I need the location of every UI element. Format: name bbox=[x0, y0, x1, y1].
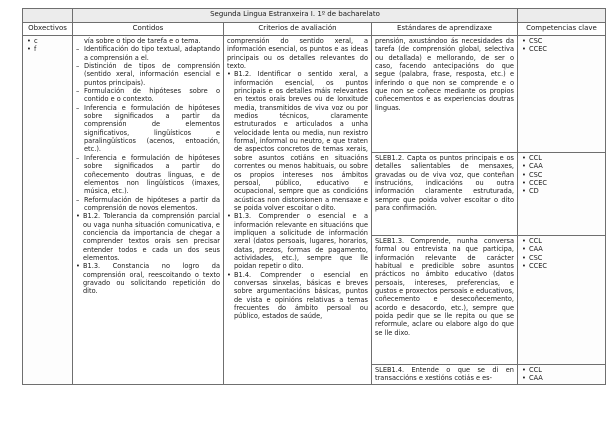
objectives-cell bbox=[23, 36, 73, 385]
competence-item: • CCL bbox=[529, 366, 602, 374]
objective-item: • f bbox=[34, 45, 69, 53]
header-standards: Estándares de aprendizaxe bbox=[372, 23, 518, 36]
title-left-blank bbox=[23, 9, 73, 23]
standard-cell-4 bbox=[372, 365, 518, 385]
competence-item: • CCEC bbox=[529, 262, 602, 270]
header-competences: Competencias clave bbox=[518, 23, 606, 36]
competences-cell-3 bbox=[518, 236, 606, 365]
title-right-blank bbox=[518, 9, 606, 23]
curriculum-document bbox=[22, 8, 605, 433]
criteria-intro: comprensión do sentido xeral, a información esencial, os puntos e as ideas principais ou os detalles relevantes do texto. bbox=[227, 37, 368, 71]
contents-intro: vía sobre o tipo de tarefa e o tema. bbox=[84, 37, 201, 45]
competences-list bbox=[521, 237, 602, 270]
competences-cell-4 bbox=[518, 365, 606, 385]
standard-text: SLEB1.3. Comprende, nunha conversa formal ou entrevista na que participa, información relevante de carácter habitual e predicible sobre asuntos prácticos no ámbito educativo (datos persoais, intereses, preferencias, e gustos e proxectos persoais e educativos, coñecemento e desecoñecemento, acordo e desacordo, etc.), sempre que poida pedir que se lle repita ou que se reformule, aclare ou elabore algo do que se lle dixo. bbox=[375, 237, 514, 337]
header-criteria: Criterios de avaliación bbox=[224, 23, 372, 36]
contents-dash-item: – Inferencia e formulación de hipóteses sobre significados a partir da comprensión de elementos significativos, lingüísticos e paralingüísticos (acenos, entoación, etc.). bbox=[76, 104, 220, 154]
objective-item: • c bbox=[34, 37, 69, 45]
competence-item: • CSC bbox=[529, 171, 602, 179]
contents-dash-item: – Distinción de tipos de comprensión (sentido xeral, información esencial e puntos principais). bbox=[76, 62, 220, 87]
contents-bullet-b1-2: • B1.2. Tolerancia da comprensión parcial ou vaga nunha situación comunicativa, e conciencia da importancia de chegar a comprender textos orais sen precisar entender todos e cada un dos seus elementos. bbox=[76, 212, 220, 262]
criteria-cell bbox=[224, 36, 372, 385]
header-objectives: Obxectivos bbox=[23, 23, 73, 36]
contents-cell bbox=[73, 36, 224, 385]
competence-item: • CCL bbox=[529, 237, 602, 245]
standard-text: SLEB1.4. Entende o que se di en transaccións e xestións cotiás e es- bbox=[375, 366, 514, 383]
criteria-bullet-b1-3: • B1.3. Comprender o esencial e a información relevante en situacións que impliquen a solicitude de información xeral (datos persoais, lugares, horarios, datas, prezos, formas de pagamento, actividades, etc.), sempre que lle poidan repetir o dito. bbox=[227, 212, 368, 270]
competence-item: • CCEC bbox=[529, 45, 602, 53]
contents-dash-item: – Formulación de hipóteses sobre o contido e o contexto. bbox=[76, 87, 220, 104]
standard-cell-1 bbox=[372, 36, 518, 153]
competence-item: • CAA bbox=[529, 245, 602, 253]
column-header-row bbox=[23, 23, 606, 36]
standard-text: prensión, axustándoo ás necesidades da tarefa (de comprensión global, selectiva ou detallada) e mellorando, de ser o caso, facendo antecipacións do que segue (palabra, frase, resposta, etc.) e inferindo o que non se comprende e o que non se coñece mediante os propios coñecementos e as experiencias doutras linguas. bbox=[375, 37, 514, 112]
competence-item: • CAA bbox=[529, 374, 602, 382]
competence-item: • CCEC bbox=[529, 179, 602, 187]
contents-dash-item: – Reformulación de hipóteses a partir da comprensión de novos elementos. bbox=[76, 196, 220, 213]
competences-cell-1 bbox=[518, 36, 606, 153]
competence-item: • CCL bbox=[529, 154, 602, 162]
contents-dash-item: – Identificación do tipo textual, adaptando a comprensión a el. bbox=[76, 45, 220, 62]
standard-text: SLEB1.2. Capta os puntos principais e os detalles salientables de mensaxes, gravadas ou de viva voz, que conteñan instrucións, indicacións ou outra información claramente estruturada, sempre que poida volver escoitar o dito para confirmación. bbox=[375, 154, 514, 213]
competences-list bbox=[521, 37, 602, 54]
standard-cell-2 bbox=[372, 153, 518, 236]
objectives-list bbox=[26, 37, 69, 54]
content-row-1 bbox=[23, 36, 606, 153]
competence-item: • CD bbox=[529, 187, 602, 195]
header-contents: Contidos bbox=[73, 23, 224, 36]
competence-item: • CSC bbox=[529, 37, 602, 45]
competences-list bbox=[521, 366, 602, 383]
curriculum-table bbox=[22, 8, 606, 385]
competences-list bbox=[521, 154, 602, 196]
table-title: Segunda Lingua Estranxeira I. 1º de bacharelato bbox=[73, 9, 518, 23]
criteria-bullet-b1-2: • B1.2. Identificar o sentido xeral, a información esencial, os puntos principais e os detalles máis relevantes en textos orais breves ou de lonxitude media, transmitidos de viva voz ou por medios técnicos, claramente estruturados e articulados a unha velocidade lenta ou media, nun rexistro formal, informal ou neutro, e que traten de aspectos concretos de temas xerais, sobre asuntos cotiáns en situacións correntes ou menos habituais, ou sobre os propios intereses nos ámbitos persoal, público, educativo e ocupacional, sempre que as condicións acústicas non distorsionen a mensaxe e se poida volver escoitar o dito. bbox=[227, 70, 368, 212]
contents-dash-item: – Inferencia e formulación de hipóteses sobre significados a partir do coñecemento doutras linguas, e de elementos non lingüísticos (imaxes, música, etc.). bbox=[76, 154, 220, 196]
standard-cell-3 bbox=[372, 236, 518, 365]
contents-bullet-b1-3: • B1.3. Constancia no logro da comprensión oral, reescoitando o texto gravado ou solicitando repetición do dito. bbox=[76, 262, 220, 295]
competence-item: • CAA bbox=[529, 162, 602, 170]
competence-item: • CSC bbox=[529, 254, 602, 262]
competences-cell-2 bbox=[518, 153, 606, 236]
table-title-row bbox=[23, 9, 606, 23]
criteria-bullet-b1-4: • B1.4. Comprender o esencial en conversas sinxelas, básicas e breves sobre argumentacións básicas, puntos de vista e opinións relativas a temas frecuentes do ámbito persoal ou público, estados de saúde, bbox=[227, 271, 368, 321]
